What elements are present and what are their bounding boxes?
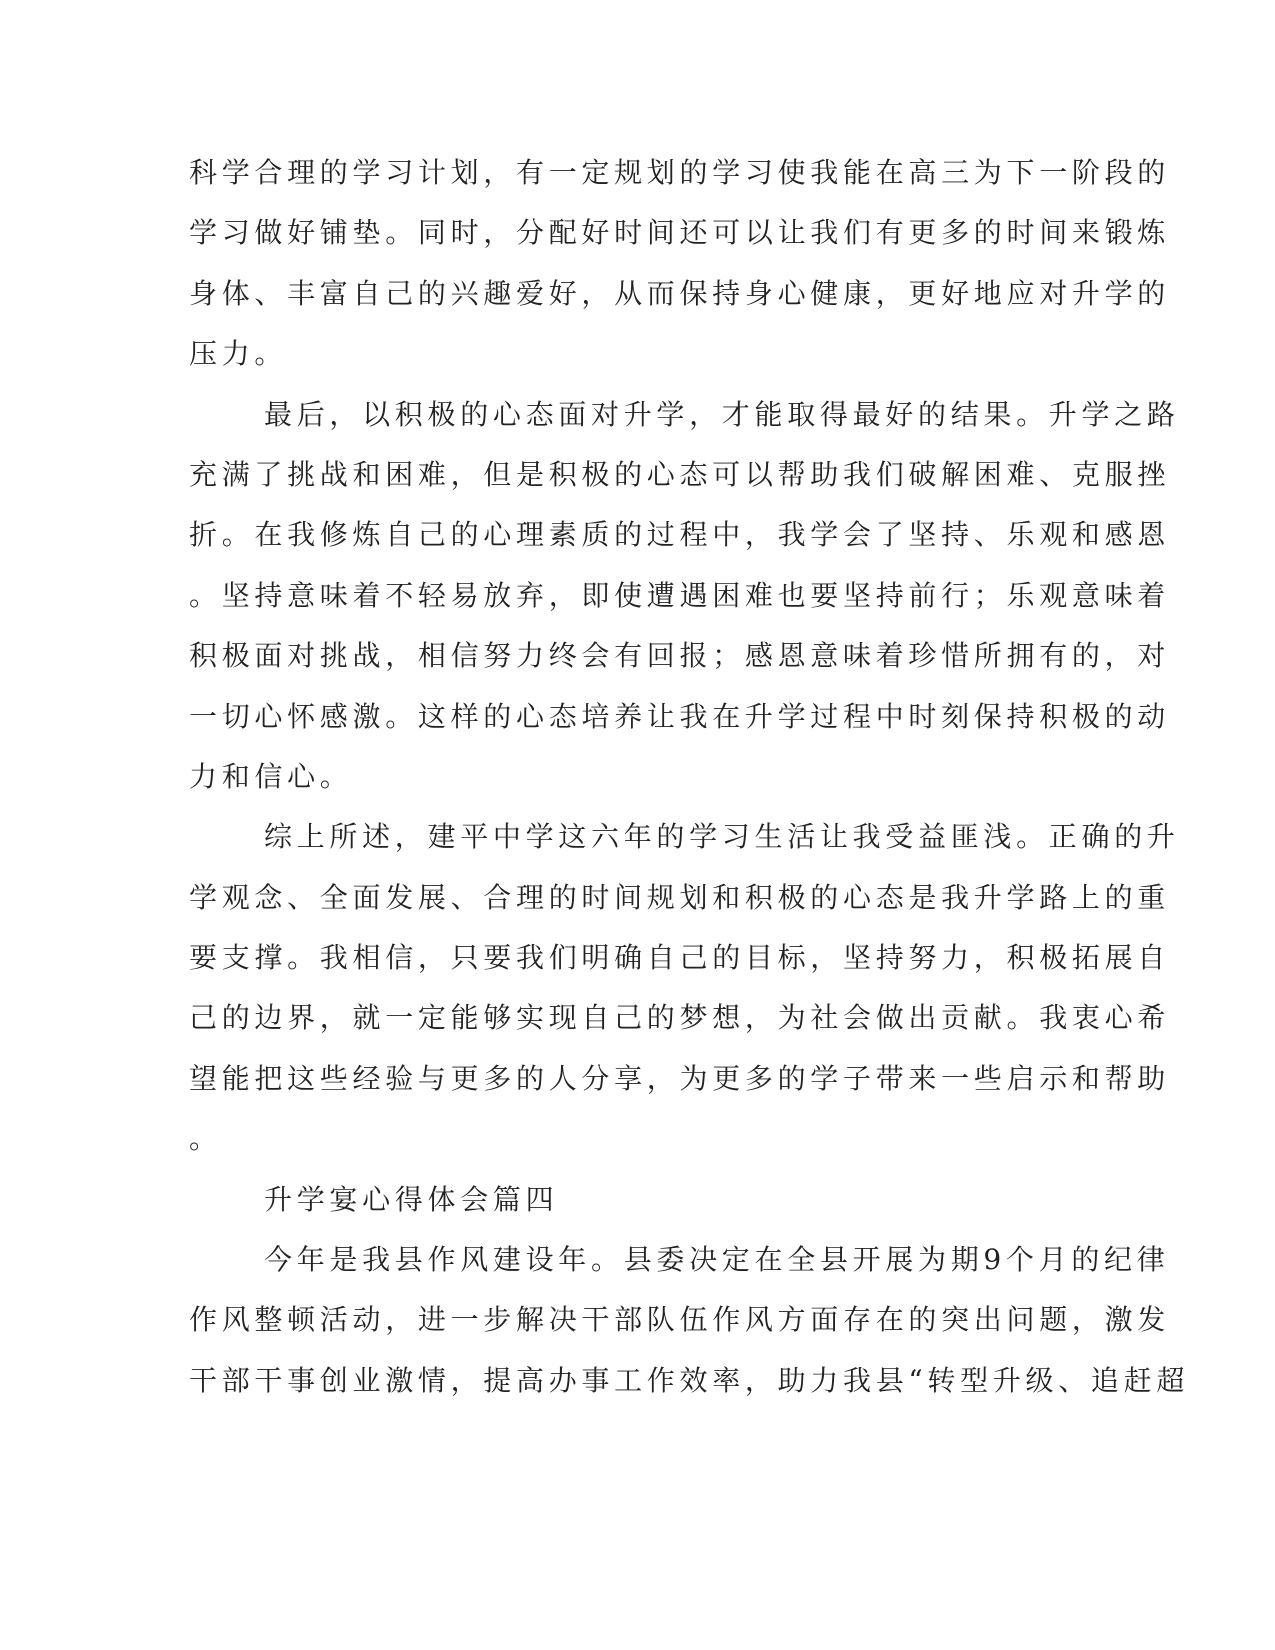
text-line: 。坚持意味着不轻易放弃，即使遭遇困难也要坚持前行；乐观意味着 <box>189 578 1171 612</box>
text-line: 干部干事创业激情，提高办事工作效率，助力我县“转型升级、追赶超 <box>189 1363 1190 1397</box>
paragraph-start-line: 今年是我县作风建设年。县委决定在全县开展为期9个月的纪律 <box>264 1243 1170 1277</box>
paragraph-start-line: 最后，以积极的心态面对升学，才能取得最好的结果。升学之路 <box>264 397 1180 431</box>
text-line: 作风整顿活动，进一步解决干部队伍作风方面存在的突出问题，激发 <box>189 1303 1171 1337</box>
text-line: 折。在我修炼自己的心理素质的过程中，我学会了坚持、乐观和感恩 <box>189 518 1171 552</box>
text-line: 要支撑。我相信，只要我们明确自己的目标，坚持努力，积极拓展自 <box>189 941 1171 975</box>
text-line: 身体、丰富自己的兴趣爱好，从而保持身心健康，更好地应对升学的 <box>189 276 1171 310</box>
text-line: 学观念、全面发展、合理的时间规划和积极的心态是我升学路上的重 <box>189 880 1171 914</box>
text-line: 力和信心。 <box>189 759 353 793</box>
paragraph-start-line: 综上所述，建平中学这六年的学习生活让我受益匪浅。正确的升 <box>264 820 1180 854</box>
section-heading: 升学宴心得体会篇四 <box>264 1182 559 1216</box>
text-line: 充满了挑战和困难，但是积极的心态可以帮助我们破解困难、克服挫 <box>189 457 1171 491</box>
text-line: 己的边界，就一定能够实现自己的梦想，为社会做出贡献。我衷心希 <box>189 1001 1171 1035</box>
text-line: 。 <box>189 1122 222 1156</box>
text-line: 一切心怀感激。这样的心态培养让我在升学过程中时刻保持积极的动 <box>189 699 1171 733</box>
text-line: 积极面对挑战，相信努力终会有回报；感恩意味着珍惜所拥有的，对 <box>189 639 1171 673</box>
text-line: 压力。 <box>189 337 288 371</box>
document-body <box>189 156 1190 1426</box>
text-line: 望能把这些经验与更多的人分享，为更多的学子带来一些启示和帮助 <box>189 1061 1171 1095</box>
text-line: 科学合理的学习计划，有一定规划的学习使我能在高三为下一阶段的 <box>189 156 1171 189</box>
text-line: 学习做好铺垫。同时，分配好时间还可以让我们有更多的时间来锻炼 <box>189 216 1171 250</box>
